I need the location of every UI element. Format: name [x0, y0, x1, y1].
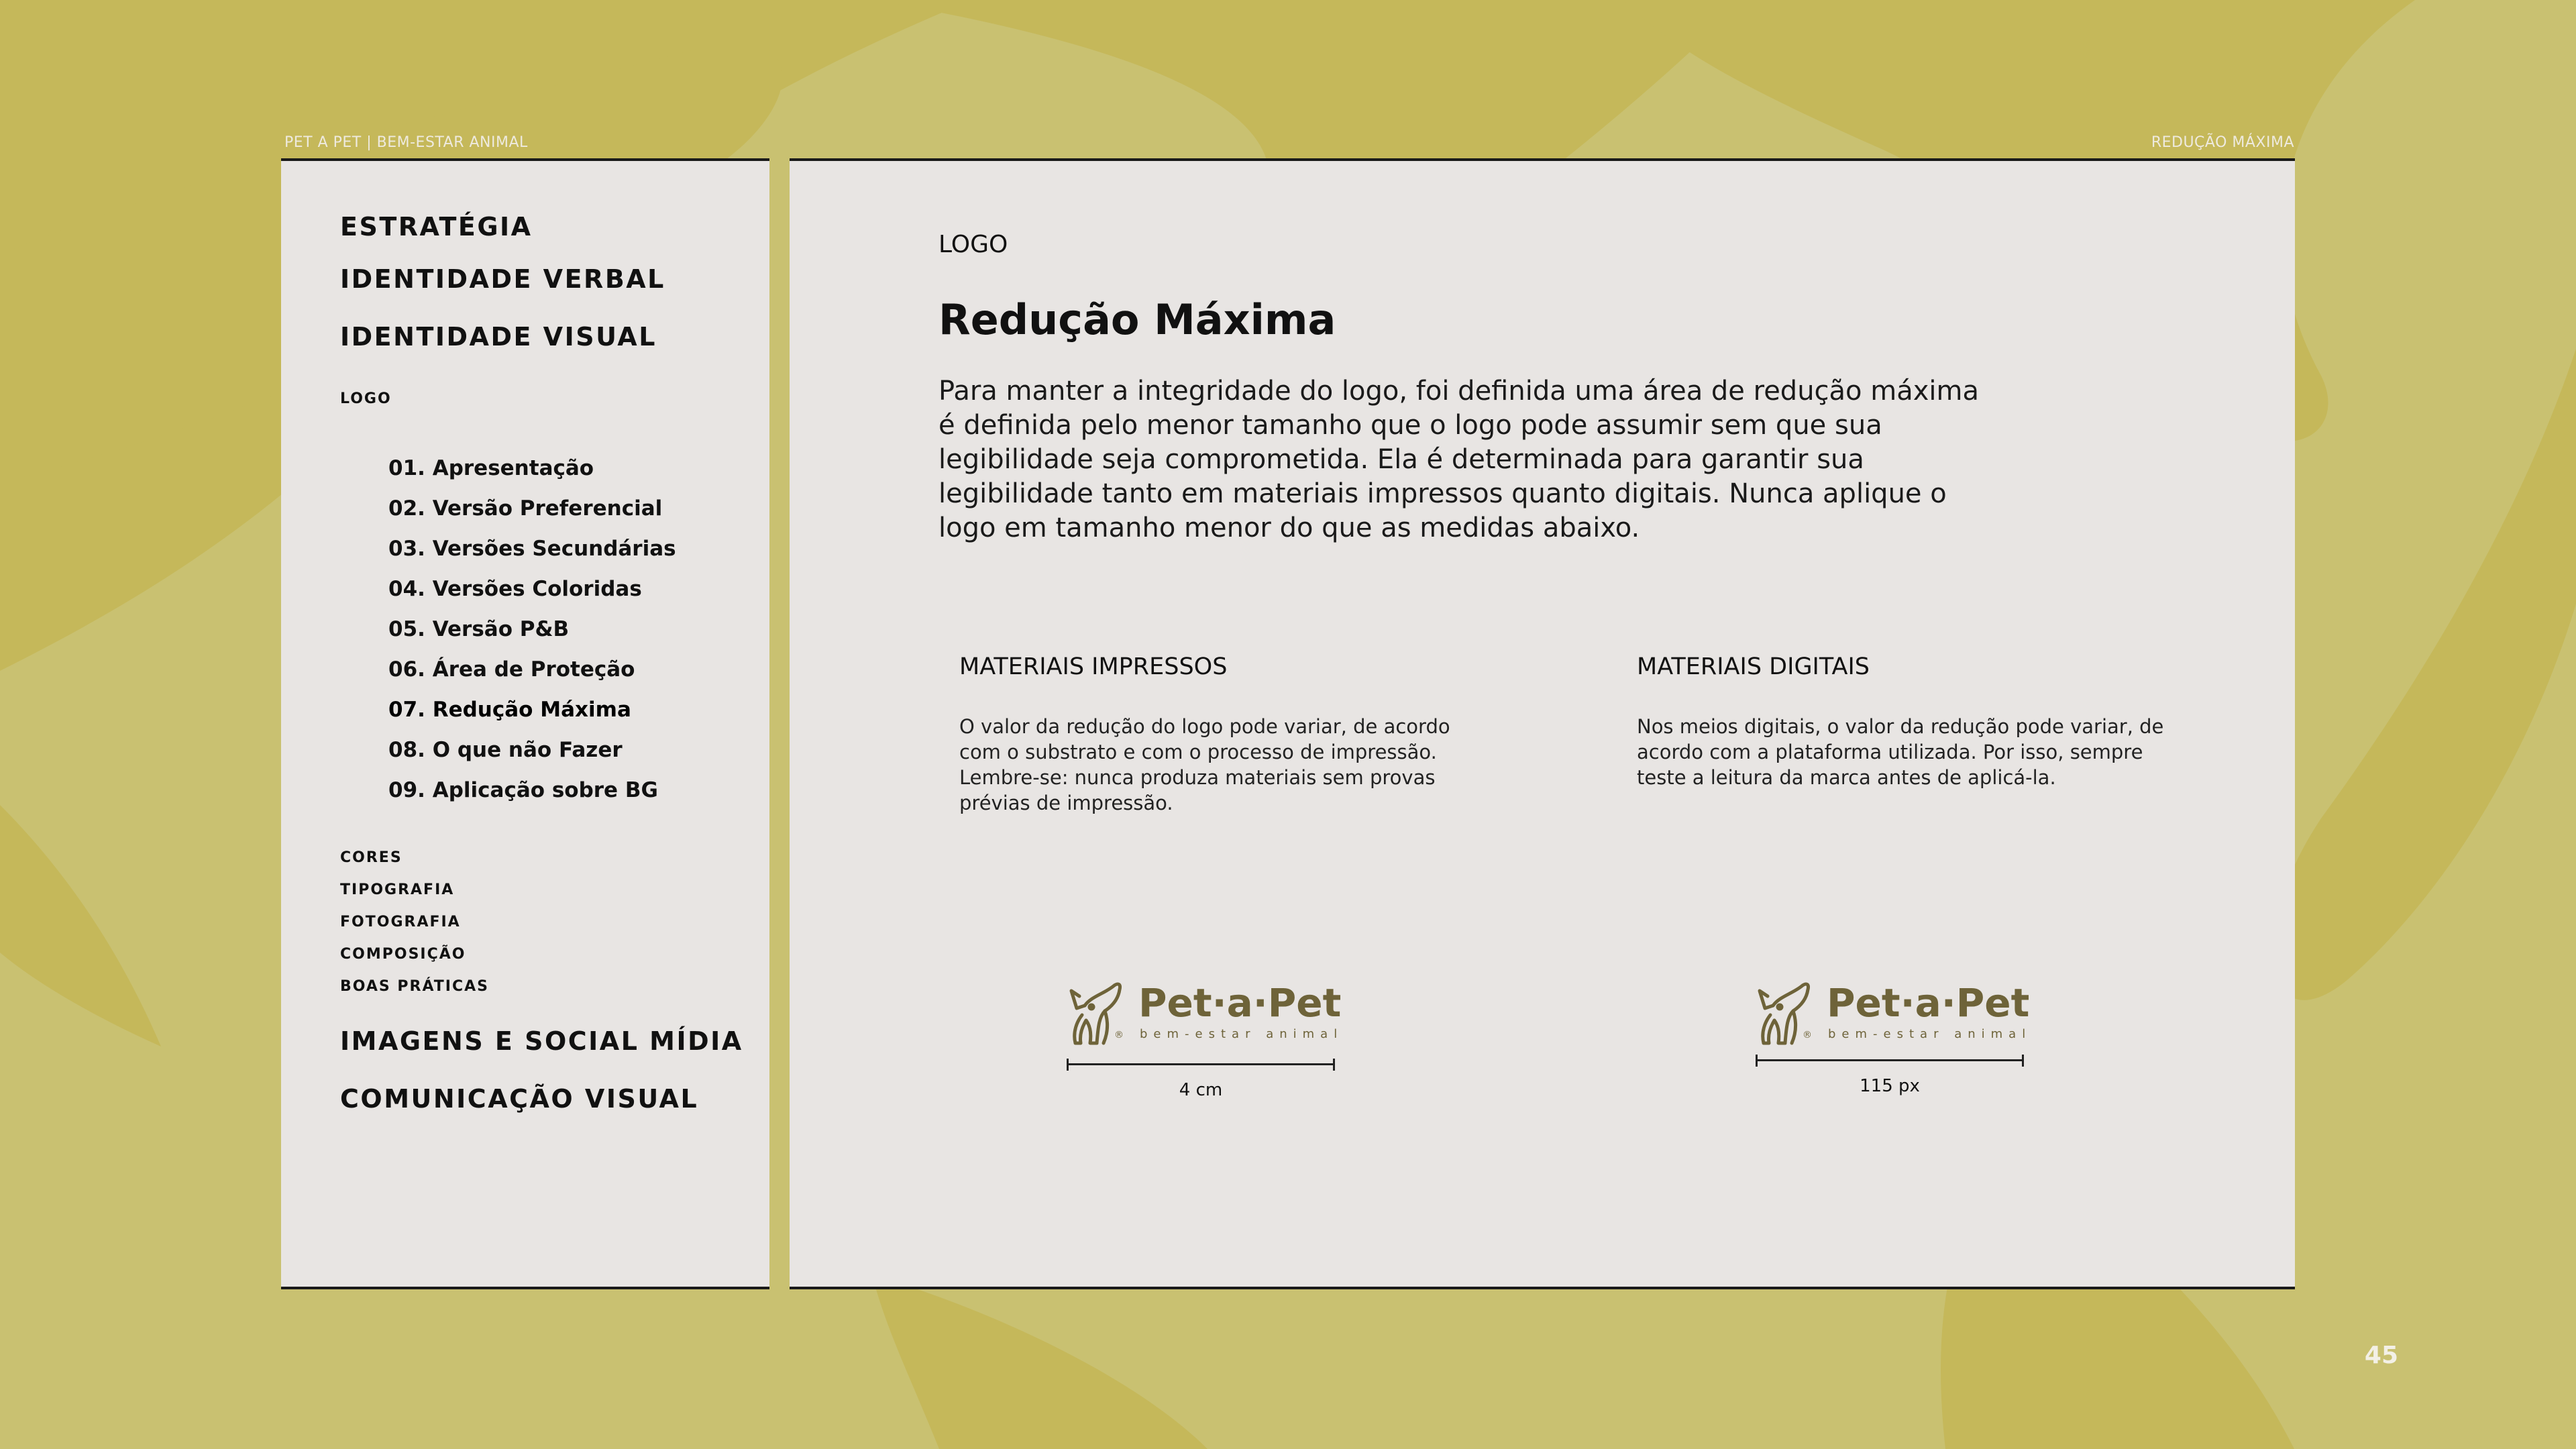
nav-sub-apresentacao[interactable]: 01. Apresentação — [388, 456, 594, 480]
section-label: LOGO — [938, 231, 1008, 258]
print-body: O valor da redução do logo pode variar, de acordo com o substrato e com o processo de impressão. Lembre-se: nunca produza materiais sem provas prévias de impressão. — [959, 715, 1450, 814]
digital-body: Nos meios digitais, o valor da redução pode variar, de acordo com a plataforma utilizada. Por isso, sempre teste a leitura da marca antes de aplicá-la. — [1637, 715, 2164, 789]
digital-measure-label: 115 px — [1860, 1076, 1920, 1096]
print-logo-tagline: bem-estar animal — [1140, 1027, 1344, 1041]
digital-logo-registered: ® — [1803, 1030, 1812, 1040]
nav-comunicacao-visual[interactable]: COMUNICAÇÃO VISUAL — [340, 1084, 699, 1114]
digital-logo-wordmark: Pet·a·Pet — [1827, 980, 2030, 1026]
nav-identidade-visual[interactable]: IDENTIDADE VISUAL — [340, 322, 657, 352]
nav-sub-o-que-nao-fazer[interactable]: 08. O que não Fazer — [388, 738, 623, 762]
nav-tipografia[interactable]: TIPOGRAFIA — [340, 881, 455, 898]
nav-sub-versoes-coloridas[interactable]: 04. Versões Coloridas — [388, 577, 642, 601]
digital-measure-line — [1756, 1055, 2024, 1067]
nav-sub-area-protecao[interactable]: 06. Área de Proteção — [388, 657, 635, 682]
digital-logo — [1753, 976, 2032, 1053]
page-number: 45 — [2364, 1342, 2398, 1369]
nav-fotografia[interactable]: FOTOGRAFIA — [340, 914, 461, 930]
print-logo — [1065, 976, 1344, 1053]
print-measure-label: 4 cm — [1179, 1080, 1223, 1100]
digital-logo-tagline: bem-estar animal — [1828, 1027, 2032, 1041]
nav-sub-aplicacao-bg[interactable]: 09. Aplicação sobre BG — [388, 778, 658, 802]
header-section: REDUÇÃO MÁXIMA — [2151, 134, 2294, 151]
nav-estrategia[interactable]: ESTRATÉGIA — [340, 212, 533, 241]
content-panel — [790, 158, 2295, 1289]
nav-imagens-social[interactable]: IMAGENS E SOCIAL MÍDIA — [340, 1026, 743, 1056]
nav-composicao[interactable]: COMPOSIÇÃO — [340, 946, 466, 963]
intro-paragraph: Para manter a integridade do logo, foi definida uma área de redução máxima é definida pelo menor tamanho que o logo pode assumir sem que sua legibilidade seja comprometida. Ela é determinada para garantir sua legibilidade tanto em materiais impressos quanto digitais. Nunca aplique o logo em tamanho menor do que as medidas abaixo. — [938, 376, 1979, 543]
nav-sub-reducao-maxima[interactable]: 07. Redução Máxima — [388, 698, 631, 722]
nav-identidade-verbal[interactable]: IDENTIDADE VERBAL — [340, 264, 665, 294]
page-title: Redução Máxima — [938, 295, 1336, 344]
sidebar-nav — [281, 158, 769, 1289]
print-logo-registered: ® — [1114, 1030, 1124, 1040]
header-brand: PET A PET | BEM-ESTAR ANIMAL — [284, 134, 528, 151]
nav-cores[interactable]: CORES — [340, 849, 402, 866]
print-measure-line — [1067, 1059, 1335, 1071]
digital-heading: MATERIAIS DIGITAIS — [1637, 653, 1870, 680]
print-heading: MATERIAIS IMPRESSOS — [959, 653, 1228, 680]
nav-boas-praticas[interactable]: BOAS PRÁTICAS — [340, 978, 490, 995]
nav-sub-versao-preferencial[interactable]: 02. Versão Preferencial — [388, 496, 663, 521]
nav-logo[interactable]: LOGO — [340, 390, 392, 407]
nav-sub-versoes-secundarias[interactable]: 03. Versões Secundárias — [388, 537, 676, 561]
nav-sub-versao-pb[interactable]: 05. Versão P&B — [388, 617, 570, 641]
print-logo-wordmark: Pet·a·Pet — [1138, 980, 1342, 1026]
